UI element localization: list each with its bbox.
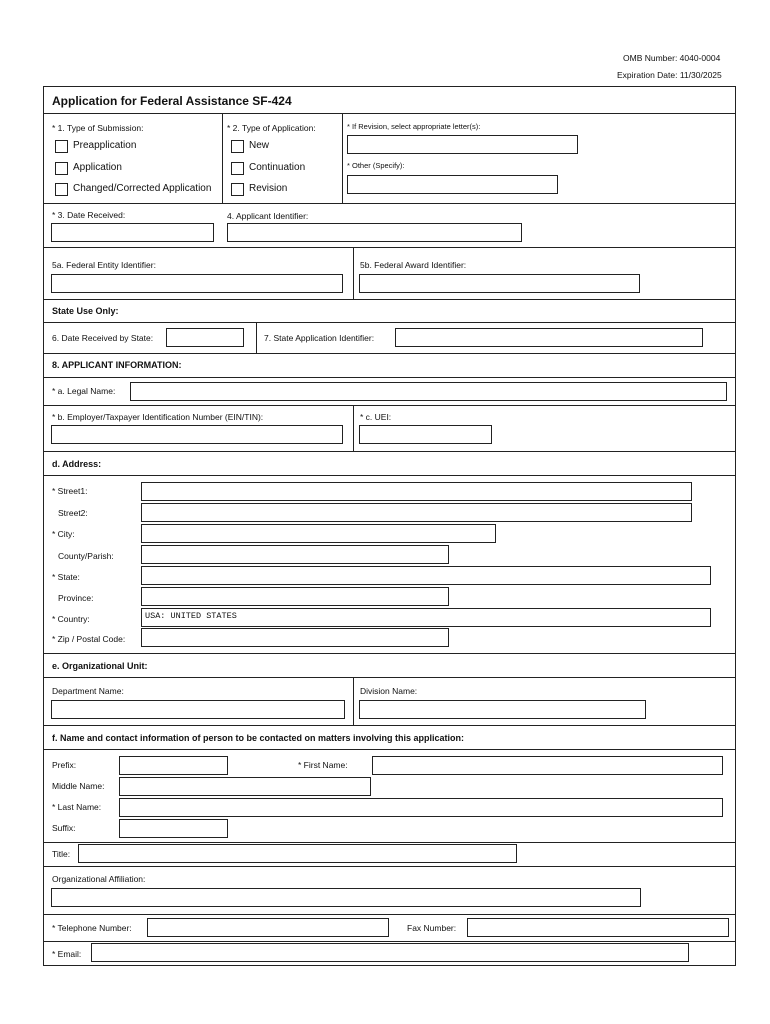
changed-corrected-option-label: Changed/Corrected Application [73,183,212,194]
email-input[interactable] [91,943,689,962]
division-name-label: Division Name: [360,686,418,696]
state-application-identifier-input[interactable] [395,328,703,347]
date-received-label: * 3. Date Received: [52,210,126,220]
applicant-information-heading: 8. APPLICANT INFORMATION: [52,360,182,370]
divider [43,866,736,867]
other-specify-label: * Other (Specify): [347,161,405,170]
divider [43,653,736,654]
city-input[interactable] [141,524,496,543]
federal-entity-identifier-label: 5a. Federal Entity Identifier: [52,260,156,270]
fax-number-label: Fax Number: [407,923,457,933]
divider [43,299,736,300]
date-received-by-state-input[interactable] [166,328,244,347]
prefix-label: Prefix: [52,760,77,770]
suffix-label: Suffix: [52,823,76,833]
other-specify-input[interactable] [347,175,558,194]
application-option-label: Application [73,162,122,173]
division-name-input[interactable] [359,700,646,719]
province-label: Province: [58,593,94,603]
first-name-input[interactable] [372,756,723,775]
divider [43,475,736,476]
ein-label: * b. Employer/Taxpayer Identification Number (EIN/TIN): [52,412,264,422]
ein-input[interactable] [51,425,343,444]
divider [43,353,736,354]
suffix-input[interactable] [119,819,228,838]
applicant-identifier-input[interactable] [227,223,522,242]
divider [222,113,223,203]
middle-name-label: Middle Name: [52,781,105,791]
title-label: Title: [52,849,71,859]
revision-checkbox[interactable] [231,183,244,196]
divider [43,842,736,843]
telephone-number-input[interactable] [147,918,389,937]
divider [43,113,736,114]
uei-label: * c. UEI: [360,412,392,422]
federal-award-identifier-input[interactable] [359,274,640,293]
application-type-label: * 2. Type of Application: [227,123,316,133]
divider [43,451,736,452]
divider [43,941,736,942]
submission-type-label: * 1. Type of Submission: [52,123,144,133]
department-name-label: Department Name: [52,686,124,696]
telephone-number-label: * Telephone Number: [52,923,132,933]
address-heading: d. Address: [52,459,102,469]
divider [353,677,354,725]
legal-name-label: * a. Legal Name: [52,386,116,396]
contact-heading: f. Name and contact information of person to be contacted on matters involving this application: [52,733,465,743]
federal-entity-identifier-input[interactable] [51,274,343,293]
uei-input[interactable] [359,425,492,444]
divider [43,677,736,678]
divider [43,247,736,248]
divider [43,749,736,750]
applicant-identifier-label: 4. Applicant Identifier: [227,211,309,221]
county-parish-label: County/Parish: [58,551,114,561]
divider [256,322,257,353]
country-select[interactable]: USA: UNITED STATES [141,608,711,627]
new-checkbox[interactable] [231,140,244,153]
application-checkbox[interactable] [55,162,68,175]
zip-postal-code-input[interactable] [141,628,449,647]
divider [43,203,736,204]
organizational-affiliation-label: Organizational Affiliation: [52,874,146,884]
street1-label: * Street1: [52,486,88,496]
email-label: * Email: [52,949,82,959]
changed-corrected-checkbox[interactable] [55,183,68,196]
last-name-input[interactable] [119,798,723,817]
country-label: * Country: [52,614,90,624]
new-option-label: New [249,140,270,151]
omb-number: OMB Number: 4040-0004 [623,53,721,63]
date-received-input[interactable] [51,223,214,242]
divider [353,247,354,299]
organizational-unit-heading: e. Organizational Unit: [52,661,148,671]
department-name-input[interactable] [51,700,345,719]
legal-name-input[interactable] [130,382,727,401]
first-name-label: * First Name: [298,760,348,770]
divider [353,405,354,451]
state-select[interactable] [141,566,711,585]
fax-number-input[interactable] [467,918,729,937]
state-application-identifier-label: 7. State Application Identifier: [264,333,375,343]
title-input[interactable] [78,844,517,863]
divider [43,725,736,726]
preapplication-option-label: Preapplication [73,140,137,151]
form-title: Application for Federal Assistance SF-424 [52,94,292,108]
revision-letters-label: * If Revision, select appropriate letter(s): [347,122,481,131]
city-label: * City: [52,529,75,539]
preapplication-checkbox[interactable] [55,140,68,153]
organizational-affiliation-input[interactable] [51,888,641,907]
zip-postal-code-label: * Zip / Postal Code: [52,634,126,644]
federal-award-identifier-label: 5b. Federal Award Identifier: [360,260,467,270]
revision-option-label: Revision [249,183,288,194]
province-input[interactable] [141,587,449,606]
street2-input[interactable] [141,503,692,522]
county-parish-input[interactable] [141,545,449,564]
state-use-only-heading: State Use Only: [52,306,119,316]
divider [342,113,343,203]
divider [43,405,736,406]
street2-label: Street2: [58,508,88,518]
last-name-label: * Last Name: [52,802,102,812]
date-received-by-state-label: 6. Date Received by State: [52,333,154,343]
continuation-checkbox[interactable] [231,162,244,175]
middle-name-input[interactable] [119,777,371,796]
divider [43,377,736,378]
divider [43,914,736,915]
divider [43,322,736,323]
prefix-input[interactable] [119,756,228,775]
state-label: * State: [52,572,80,582]
expiration-date: Expiration Date: 11/30/2025 [617,70,722,80]
continuation-option-label: Continuation [249,162,306,173]
street1-input[interactable] [141,482,692,501]
revision-letters-input[interactable] [347,135,578,154]
